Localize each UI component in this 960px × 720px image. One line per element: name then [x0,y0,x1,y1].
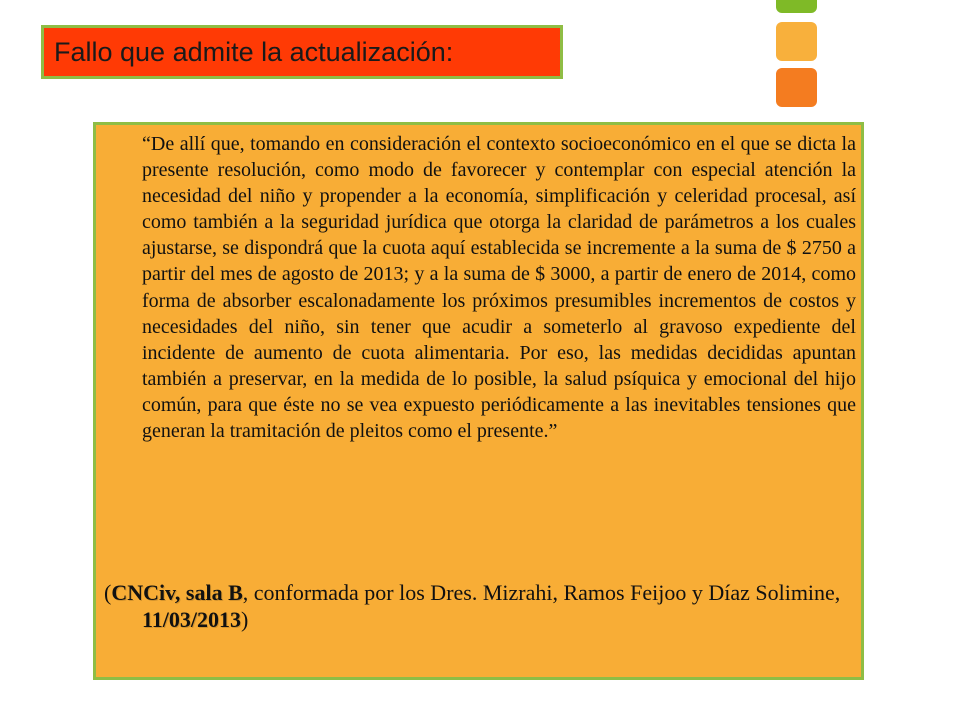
quote-box [93,122,864,680]
citation-date: 11/03/2013 [142,607,242,632]
decorative-green-block [776,0,817,13]
citation-close-paren: ) [241,607,249,632]
citation-open-paren: ( [104,580,112,605]
slide-title: Fallo que admite la actualización: [54,36,454,67]
title-banner [41,25,563,79]
decorative-amber-block [776,22,817,61]
quote-text: “De allí que, tomando en consideración el contexto socioeconómico en el que se dicta la presente resolución, como modo de favorecer y contemplar con especial atención la necesidad del niño y propender a la economía, simplificación y celeridad procesal, así como también a la seguridad jurídica que otorga la claridad de parámetros a los cuales ajustarse, se dispondrá que la cuota aquí establecida se incremente a la suma de $ 2750 a partir del mes de agosto de 2013; y a la suma de $ 3000, a partir de enero de 2014, como forma de absorber escalonadamente los próximos presumibles incrementos de costos y necesidades del niño, sin tener que acudir a someterlo al gravoso expediente del incidente de aumento de cuota alimentaria. Por eso, las medidas decididas apuntan también a preservar, en la medida de lo posible, la salud psíquica y emocional del hijo común, para que éste no se vea expuesto periódicamente a las inevitables tensiones que generan la tramitación de pleitos como el presente.” [142,133,856,443]
citation-middle: , conformada por los Dres. Mizrahi, Ramos Feijoo y Díaz Solimine, [242,580,841,605]
citation [104,579,882,633]
decorative-orange-block [776,68,817,107]
citation-court: CNCiv, sala B [111,580,243,605]
